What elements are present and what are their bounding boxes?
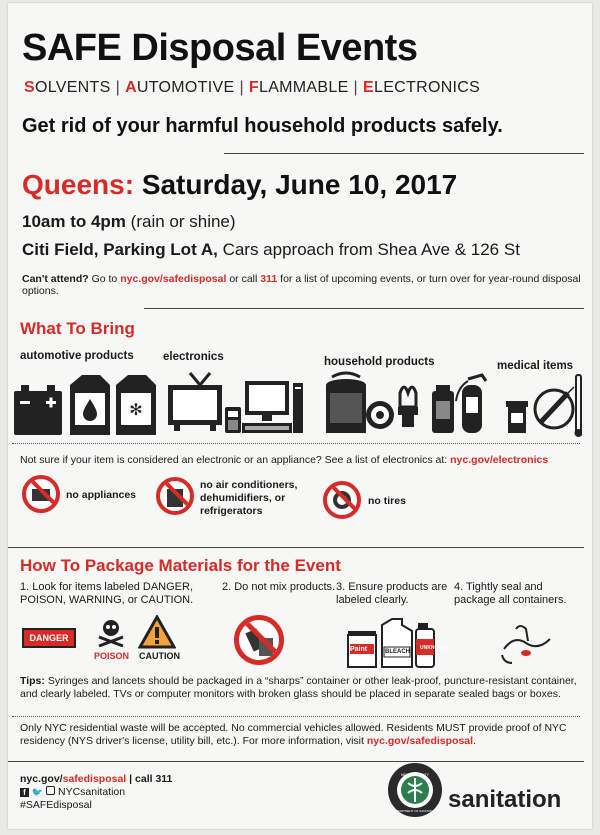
items-icon-row [12, 371, 582, 441]
location-value: Citi Field, Parking Lot A, [22, 240, 218, 259]
borough-name: Queens: [22, 169, 135, 200]
tips-label: Tips: [20, 675, 45, 687]
step-2: 2. Do not mix products. [222, 581, 336, 593]
smoke-detector-icon [366, 401, 394, 429]
footer-site-suffix[interactable]: safedisposal [62, 773, 127, 785]
no-appliances-label: no appliances [66, 489, 137, 501]
hours-note: (rain or shine) [130, 212, 236, 231]
event-heading [22, 169, 457, 201]
category-medical: medical items [497, 360, 574, 372]
fire-extinguisher-icon [456, 375, 486, 433]
paint-label: Paint [350, 646, 368, 653]
phone-311: 311 [260, 273, 278, 285]
sanitation-brand: sanitation [448, 786, 562, 813]
no-appliances-icon [22, 475, 60, 513]
page-title: SAFE Disposal Events [22, 27, 418, 69]
caution-triangle-icon [138, 615, 176, 649]
no-air-conditioners-label: no air conditioners, dehumidifiers, or refrigerators [200, 479, 298, 517]
instagram-icon[interactable] [46, 786, 55, 795]
danger-label-icon: DANGER [22, 628, 76, 648]
dotted-divider [12, 716, 580, 717]
no-tires-icon [323, 481, 361, 519]
step-3: 3. Ensure products are labeled clearly. [336, 581, 448, 606]
what-to-bring-heading: What To Bring [20, 319, 135, 338]
motor-oil-jug-icon [70, 375, 110, 435]
cant-attend-text: for a list of upcoming events, or turn over for year-round disposal options. [22, 273, 581, 297]
unknown-label: UNKNOWN [420, 645, 447, 651]
divider [8, 761, 584, 762]
electronics-link[interactable]: nyc.gov/electronics [450, 454, 549, 466]
no-mixing-icon [234, 615, 284, 665]
package-heading: How To Package Materials for the Event [20, 556, 341, 575]
category-rest: LECTRONICS [374, 79, 481, 96]
cant-attend-line [22, 273, 592, 297]
category-rest: LAMMABLE [259, 79, 349, 96]
seal-bottom-text: DEPARTMENT OF SANITATION [393, 809, 437, 813]
footer-social-line [20, 786, 172, 799]
dotted-divider [12, 443, 580, 444]
category-separator: | [115, 79, 121, 96]
television-icon [168, 373, 222, 431]
category-rest: OLVENTS [34, 79, 111, 96]
divider [224, 153, 584, 154]
bleach-jug-icon [382, 619, 412, 667]
category-automotive: automotive products [20, 350, 134, 362]
category-rest: UTOMOTIVE [136, 79, 235, 96]
cell-phone-icon [225, 407, 241, 433]
safedisposal-link[interactable]: nyc.gov/safedisposal [120, 273, 227, 285]
twitter-icon[interactable]: 🐦 [31, 787, 44, 797]
residency-notice [20, 722, 582, 748]
no-tires-label: no tires [368, 495, 406, 507]
tagline: Get rid of your harmful household products safely. [22, 115, 503, 137]
aerosol-can-icon [432, 385, 454, 433]
divider [144, 308, 584, 309]
bleach-label: BLEACH [385, 649, 410, 655]
car-battery-icon [14, 385, 62, 435]
social-handle[interactable]: NYCsanitation [57, 786, 126, 798]
footer-call: | call 311 [129, 773, 173, 785]
location-note: Cars approach from Shea Ave & 126 St [222, 240, 520, 259]
seal-container-icon [496, 619, 556, 665]
step-1: 1. Look for items labeled DANGER, POISON, WARNING, or CAUTION. [20, 581, 194, 606]
tips-text: Syringes and lancets should be packaged in a “sharps” container or other leak-proof, puncture-resistant container, and clearly labeled. TVs or computer monitors with broken glass should be placed in separate sealed bags or boxes. [20, 675, 577, 700]
divider [8, 547, 584, 548]
thermometer-icon [575, 375, 583, 437]
pill-bottle-icon [506, 401, 528, 433]
not-sure-text: Not sure if your item is considered an electronic or an appliance? See a list of electronics at: [20, 454, 448, 466]
notice-end: . [473, 735, 476, 747]
category-separator: | [239, 79, 244, 96]
cant-attend-text: Go to [91, 273, 118, 285]
facebook-icon[interactable]: f [20, 788, 29, 797]
paint-can-icon [326, 373, 366, 433]
computer-icon [242, 381, 303, 433]
footer-site-line [20, 773, 172, 786]
cant-attend-label: Can't attend? [22, 273, 89, 285]
skull-crossbones-icon [96, 617, 126, 647]
category-initial: F [248, 79, 259, 96]
syringe-icon [535, 387, 574, 428]
labeled-containers-icon [346, 617, 446, 669]
tips-paragraph [20, 675, 582, 701]
antifreeze-jug-icon [116, 375, 156, 435]
category-separator: | [353, 79, 359, 96]
cfl-bulb-icon [398, 387, 418, 427]
footer-site-prefix: nyc.gov/ [20, 773, 63, 785]
flyer-page [8, 3, 592, 829]
seal-top-text: NEW YORK CITY [401, 773, 429, 777]
svg-text:✻: ✻ [129, 402, 143, 419]
footer-contacts [20, 773, 172, 812]
hours-value: 10am to 4pm [22, 212, 126, 231]
category-initial: E [363, 79, 374, 96]
category-line [24, 79, 480, 97]
category-household: household products [324, 356, 435, 368]
caution-label: CAUTION [139, 651, 180, 661]
not-sure-line [20, 454, 548, 467]
notice-safedisposal-link[interactable]: nyc.gov/safedisposal [366, 735, 474, 747]
event-date: Saturday, June 10, 2017 [141, 169, 458, 200]
footer-hashtag: #SAFEdisposal [20, 799, 92, 811]
step-4: 4. Tightly seal and package all containers. [454, 581, 567, 606]
event-hours [22, 212, 236, 232]
category-initial: S [24, 79, 35, 96]
poison-label: POISON [94, 651, 130, 661]
category-initial: A [125, 79, 137, 96]
cant-attend-text: or call [229, 273, 258, 285]
notice-text: Only NYC residential waste will be accepted. No commercial vehicles allowed. Residents MUST provide proof of NYC residency (NYS driver's license, utility bill, etc.). For more information, visit [20, 722, 567, 747]
no-air-conditioners-icon [156, 477, 194, 515]
event-location [22, 240, 520, 260]
category-electronics: electronics [163, 351, 224, 363]
